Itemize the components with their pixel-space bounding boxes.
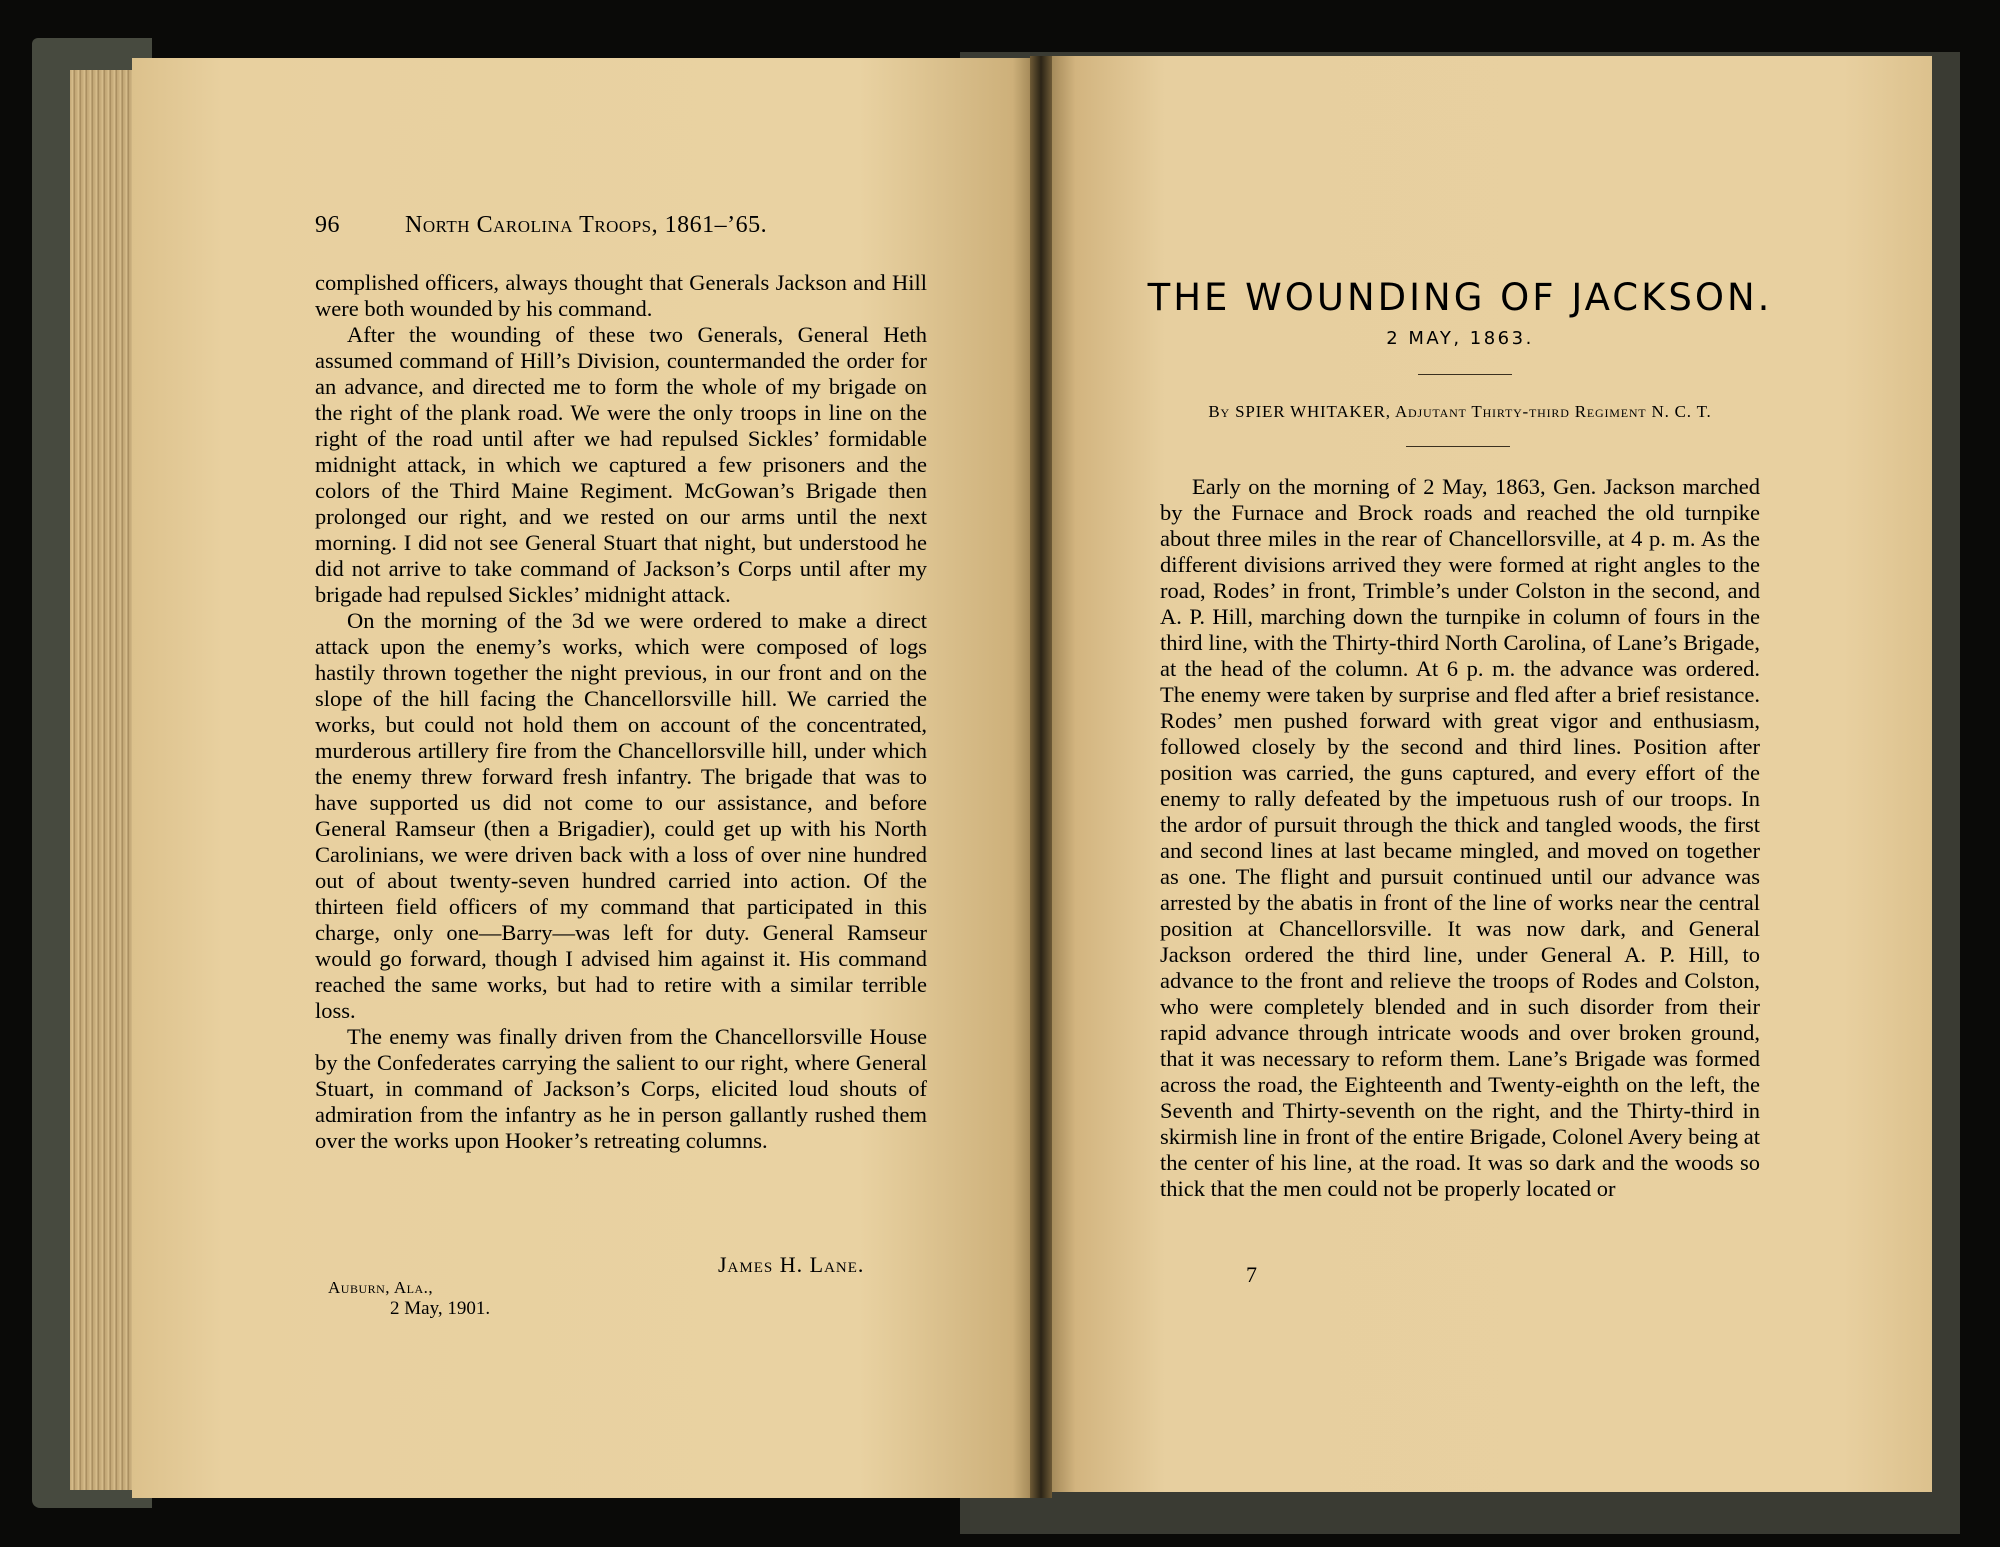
byline: By SPIER WHITAKER, Adjutant Thirty-third Regiment N. C. T. [1208, 402, 1712, 421]
paragraph: After the wounding of these two Generals, General Heth assumed command of Hill’s Division, countermanded the order for an advance, and directed me to form the whole of my brigade on the right of the plank road. We were the only troops in line on the right of the road until after we had repulsed Sickles’ formidable midnight attack, in which we captured a few prisoners and the colors of the Third Maine Regiment. McGowan’s Brigade then prolonged our right, and we rested on our arms until the next morning. I did not see General Stuart that night, but understood he did not arrive to take command of Jackson’s Corps until after my brigade had repulsed Sickles’ midnight attack. [315, 322, 927, 607]
left-running-head [315, 212, 815, 239]
signature-place: Auburn, Ala., [328, 1278, 434, 1297]
paragraph: complished officers, always thought that Generals Jackson and Hill were both wounded by his command. [315, 270, 927, 321]
divider [1418, 374, 1512, 375]
paragraph: The enemy was finally driven from the Chancellorsville House by the Confederates carrying the salient to our right, where General Stuart, in command of Jackson’s Corps, elicited loud shouts of admiration from the infantry as he in person gallantly rushed them over the works upon Hooker’s retreating columns. [315, 1024, 927, 1153]
book-gutter [1030, 56, 1052, 1498]
paragraph: On the morning of the 3d we were ordered to make a direct attack upon the enemy’s works, which were composed of logs hastily thrown together the night previous, in our front and on the slope of the hill facing the Chancellorsville hill. We carried the works, but could not hold them on account of the concentrated, murderous artillery fire from the Chancellorsville hill, under which the enemy threw forward fresh infantry. The brigade that was to have supported us did not come to our assistance, and before General Ramseur (then a Brigadier), could get up with his North Carolinians, we were driven back with a loss of over nine hundred out of about twenty-seven hundred carried into action. Of the thirteen field officers of my command that participated in this charge, only one—Barry—was left for duty. General Ramseur would go forward, though I advised him against it. His command reached the same works, but had to retire with a similar terrible loss. [315, 608, 927, 1023]
chapter-title: THE WOUNDING OF JACKSON. [1147, 276, 1773, 319]
paragraph: Early on the morning of 2 May, 1863, Gen. Jackson marched by the Furnace and Brock roads and reached the old turnpike about three miles in the rear of Chancellorsville, at 4 p. m. As the different divisions arrived they were formed at right angles to the road, Rodes’ in front, Trimble’s under Colston in the second, and A. P. Hill, marching down the turnpike in column of fours in the third line, with the Thirty-third North Carolina, of Lane’s Brigade, at the head of the column. At 6 p. m. the advance was ordered. The enemy were taken by surprise and fled after a brief resistance. Rodes’ men pushed forward with great vigor and enthusiasm, followed closely by the second and third lines. Position after position was carried, the guns captured, and every effort of the enemy to rally defeated by the impetuous rush of our troops. In the ardor of pursuit through the thick and tangled woods, the first and second lines at last became mingled, and moved on together as one. The flight and pursuit continued until our advance was arrested by the abatis in front of the line of works near the central position at Chancellorsville. It was now dark, and General Jackson ordered the third line, under General A. P. Hill, to advance to the front and relieve the troops of Rodes and Colston, who were completely blended and in such disorder from their rapid advance through intricate woods and over broken ground, that it was necessary to reform them. Lane’s Brigade was formed across the road, the Eighteenth and Twenty-eighth on the left, the Seventh and Thirty-seventh on the right, and the Thirty-third in skirmish line in front of the entire Brigade, Colonel Avery being at the center of his line, at the road. It was so dark and the woods so thick that the men could not be properly located or [1160, 474, 1760, 1201]
signature: James H. Lane. [718, 1252, 865, 1277]
right-body-text [1160, 474, 1760, 1202]
page-number: 96 [315, 212, 340, 238]
signature-date: 2 May, 1901. [390, 1298, 491, 1319]
signature-mark: 7 [1246, 1262, 1257, 1287]
left-body-text [315, 270, 927, 1154]
running-head-title: North Carolina Troops, 1861–’65. [405, 212, 768, 238]
divider [1406, 446, 1510, 447]
chapter-date: 2 MAY, 1863. [1386, 328, 1534, 349]
